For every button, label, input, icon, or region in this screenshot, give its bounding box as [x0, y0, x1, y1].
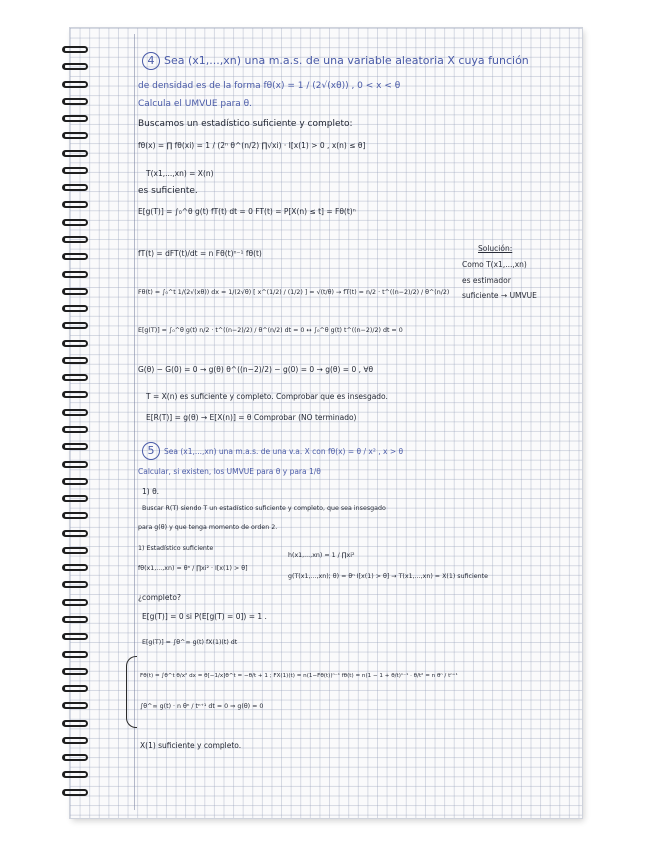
spiral-ring: [62, 737, 88, 744]
spiral-ring: [62, 219, 88, 226]
ex4-line-6: fT(t) = dFT(t)/dt = n Fθ(t)ⁿ⁻¹ fθ(t): [138, 249, 262, 258]
ex5-line-9: Fθ(t) = ∫θ^t θ/x² dx = θ[−1/x]θ^t = −θ/t + 1 ; FX(1)(t) = n(1−Fθ(t))ⁿ⁻¹ fθ(t) = n(1 − 1 + θ/t)ⁿ⁻¹ · θ/t² = n θⁿ / tⁿ⁺¹: [140, 673, 458, 679]
brace-mark: [126, 656, 137, 728]
spiral-ring: [62, 443, 88, 450]
spiral-ring: [62, 478, 88, 485]
spiral-ring: [62, 512, 88, 519]
spiral-ring: [62, 754, 88, 761]
spiral-ring: [62, 530, 88, 537]
ex5-line-2: Buscar R(T) siendo T un estadístico suficiente y completo, que sea insesgado: [142, 505, 386, 512]
ex4-line-7: Fθ(t) = ∫₀^t 1/(2√(xθ)) dx = 1/(2√θ) [ x^(1/2) / (1/2) ] = √(t/θ) → fT(t) = n/2 · t^((n−2)/2) / θ^(n/2): [138, 289, 450, 296]
spiral-ring: [62, 702, 88, 709]
ex4-line-4: es suficiente.: [138, 186, 198, 196]
solution-note-line-2: es estimador: [462, 275, 511, 285]
exercise-4-number: 4: [142, 52, 160, 70]
spiral-ring: [62, 81, 88, 88]
spiral-ring: [62, 651, 88, 658]
ex4-line-5: E[g(T)] = ∫₀^θ g(t) fT(t) dt = 0 FT(t) = P[X(n) ≤ t] = Fθ(t)ⁿ: [138, 207, 356, 216]
exercise-5-header-line-1: [142, 442, 403, 460]
spiral-ring: [62, 374, 88, 381]
spiral-ring: [62, 581, 88, 588]
ex5-line-3: para g(θ) y que tenga momento de orden 2.: [138, 524, 278, 531]
ex5-line-5b: h(x1,...,xn) = 1 / ∏xi²: [288, 552, 355, 559]
spiral-ring: [62, 547, 88, 554]
ex5-line-1: 1) θ.: [142, 487, 160, 496]
ex5-line-7: E[g(T)] = 0 si P(E[g(T) = 0]) = 1 .: [142, 612, 267, 621]
exercise-4-header-line-1: [142, 52, 529, 70]
spiral-ring: [62, 46, 88, 53]
ex4-line-3: T(x1,...,xn) = X(n): [146, 169, 214, 178]
spiral-ring: [62, 668, 88, 675]
spiral-ring: [62, 201, 88, 208]
ex4-line-9: G(θ) − G(0) = 0 → g(θ) θ^((n−2)/2) − g(0) = 0 → g(θ) = 0 , ∀θ: [138, 365, 374, 374]
spiral-ring: [62, 616, 88, 623]
spiral-binding: [62, 46, 92, 806]
exercise-4-statement: Sea (x1,...,xn) una m.a.s. de una variable aleatoria X cuya función: [164, 54, 529, 67]
ex5-line-6: ¿completo?: [138, 593, 181, 602]
spiral-ring: [62, 720, 88, 727]
spiral-ring: [62, 340, 88, 347]
spiral-ring: [62, 633, 88, 640]
ex5-line-11: X(1) suficiente y completo.: [140, 741, 242, 750]
spiral-ring: [62, 599, 88, 606]
exercise-5-header-line-2: Calcular, si existen, los UMVUE para θ y para 1/θ: [138, 467, 321, 476]
ex4-line-8: E[g(T)] = ∫₀^θ g(t) n/2 · t^((n−2)/2) / θ^(n/2) dt = 0 ↔ ∫₀^θ g(t) t^((n−2)/2) dt = 0: [138, 327, 403, 334]
ex5-line-4: 1) Estadístico suficiente: [138, 545, 214, 552]
spiral-ring: [62, 426, 88, 433]
ex4-line-2: fθ(x) = ∏ fθ(xi) = 1 / (2ⁿ θ^(n/2) ∏√xi) · I[x(1) > 0 , x(n) ≤ θ]: [138, 141, 366, 150]
exercise-5-statement: Sea (x1,...,xn) una m.a.s. de una v.a. X con fθ(x) = θ / x² , x > θ: [164, 447, 404, 456]
ex5-line-8: E[g(T)] = ∫θ^∞ g(t) fX(1)(t) dt: [142, 639, 238, 646]
spiral-ring: [62, 98, 88, 105]
solution-note-title: Solución:: [478, 244, 513, 253]
ex4-line-11: E[R(T)] = g(θ) → E[X(n)] = θ Comprobar (NO terminado): [146, 413, 357, 422]
solution-note: [462, 244, 537, 301]
ex5-line-5a: fθ(x1,...,xn) = θⁿ / ∏xi² · I[x(1) > θ]: [138, 565, 248, 572]
spiral-ring: [62, 63, 88, 70]
spiral-ring: [62, 685, 88, 692]
ex5-line-10: ∫θ^∞ g(t) · n θⁿ / tⁿ⁺¹ dt = 0 ⇒ g(θ) = 0: [140, 703, 264, 710]
ex5-line-5c: g(T(x1,...,xn); θ) = θⁿ I[x(1) > θ] → T(x1,...,xn) = X(1) suficiente: [288, 573, 488, 580]
spiral-ring: [62, 461, 88, 468]
solution-note-line-1: Como T(x1,...,xn): [462, 259, 527, 269]
solution-note-line-3: suficiente → UMVUE: [462, 291, 537, 301]
ex4-line-1: Buscamos un estadístico suficiente y completo:: [138, 119, 353, 129]
spiral-ring: [62, 305, 88, 312]
spiral-ring: [62, 322, 88, 329]
spiral-ring: [62, 357, 88, 364]
spiral-ring: [62, 564, 88, 571]
spiral-ring: [62, 271, 88, 278]
exercise-4-header-line-3: Calcula el UMVUE para θ.: [138, 99, 253, 109]
spiral-ring: [62, 150, 88, 157]
spiral-ring: [62, 132, 88, 139]
spiral-ring: [62, 236, 88, 243]
spiral-ring: [62, 771, 88, 778]
spiral-ring: [62, 115, 88, 122]
exercise-5-number: 5: [142, 442, 160, 460]
exercise-4-header-line-2: de densidad es de la forma fθ(x) = 1 / (2√(xθ)) , 0 < x < θ: [138, 81, 401, 91]
spiral-ring: [62, 391, 88, 398]
spiral-ring: [62, 253, 88, 260]
spiral-ring: [62, 184, 88, 191]
spiral-ring: [62, 409, 88, 416]
ex4-line-10: T = X(n) es suficiente y completo. Comprobar que es insesgado.: [146, 392, 388, 401]
spiral-ring: [62, 789, 88, 796]
spiral-ring: [62, 167, 88, 174]
spiral-ring: [62, 288, 88, 295]
spiral-ring: [62, 495, 88, 502]
